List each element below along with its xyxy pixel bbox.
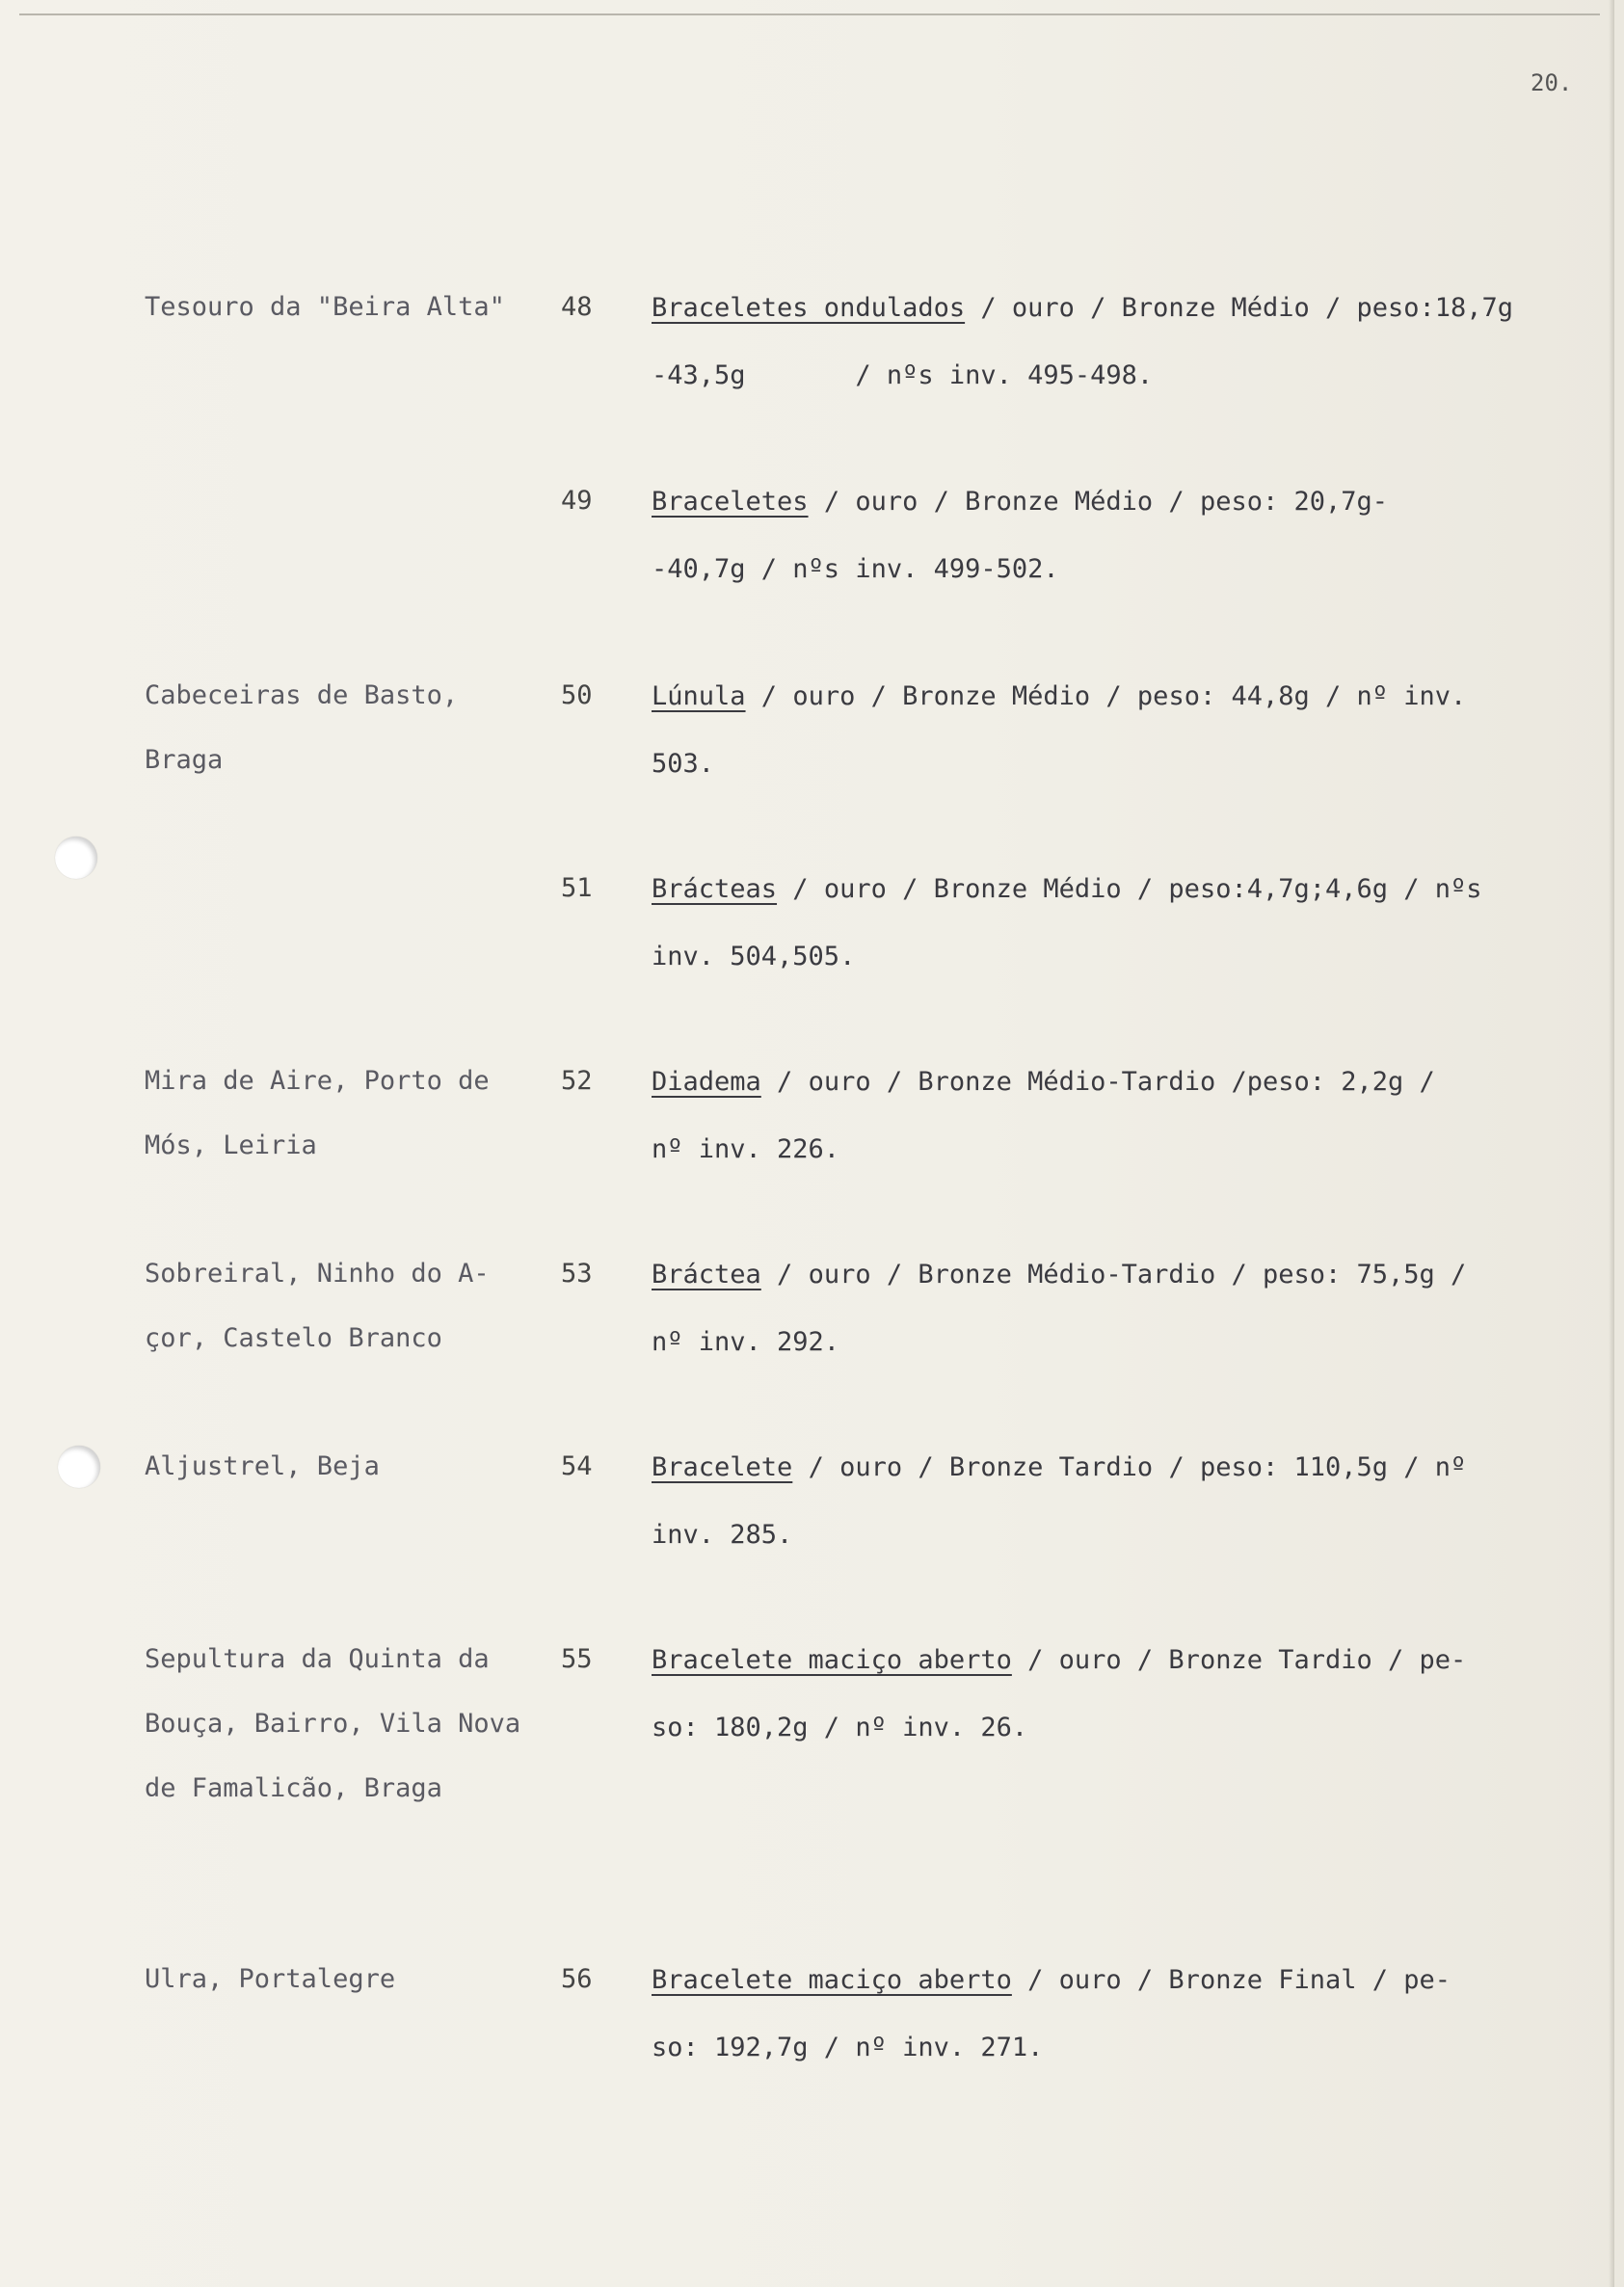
entry-item-name: Braceletes	[652, 487, 809, 517]
entry-number: 52	[561, 1066, 593, 1096]
entry-location: Aljustrel, Beja	[145, 1451, 380, 1481]
entry-details-line2: so: 180,2g / nº inv. 26.	[652, 1713, 1028, 1742]
entry-details-line2: -43,5g / nºs inv. 495-498.	[652, 360, 1154, 390]
entry-number: 54	[561, 1451, 593, 1481]
entry-location: Sepultura da Quinta da Bouça, Bairro, Vila Nova de Famalicão, Braga	[145, 1644, 521, 1803]
entry-details: / ouro / Bronze Final / pe-	[1011, 1965, 1451, 1995]
entry-details-line2: nº inv. 292.	[652, 1327, 840, 1357]
entry-description	[652, 468, 1538, 603]
entry-description	[652, 1049, 1538, 1183]
entry-details: / ouro / Bronze Médio-Tardio /peso: 2,2g /	[760, 1067, 1435, 1097]
entry-location: Tesouro da "Beira Alta"	[145, 292, 505, 322]
page-edge-shadow	[1609, 0, 1614, 2287]
page-number: 20.	[1531, 69, 1573, 96]
entry-item-name: Bráctea	[652, 1260, 761, 1290]
entry-details-line2: -40,7g / nºs inv. 499-502.	[652, 554, 1059, 584]
entry-number: 55	[561, 1644, 593, 1674]
top-edge-line	[19, 13, 1600, 15]
entry-details: / ouro / Bronze Tardio / peso: 110,5g / nº	[792, 1452, 1467, 1482]
entry-description	[652, 1627, 1538, 1762]
entry-number: 49	[561, 486, 593, 516]
entry-details-line2: 503.	[652, 749, 715, 779]
entry-details: / ouro / Bronze Médio / peso:18,7g	[965, 293, 1514, 323]
entry-details-line2: inv. 285.	[652, 1520, 793, 1550]
entry-item-name: Bracelete	[652, 1452, 793, 1482]
punch-hole	[55, 837, 97, 879]
entry-location: Mira de Aire, Porto de Mós, Leiria	[145, 1066, 490, 1160]
entry-location: Ulra, Portalegre	[145, 1964, 396, 1994]
punch-hole	[58, 1446, 100, 1488]
entry-details: / ouro / Bronze Médio / peso: 20,7g-	[808, 487, 1389, 517]
entry-number: 53	[561, 1259, 593, 1289]
entry-details: / ouro / Bronze Médio-Tardio / peso: 75,5g /	[760, 1260, 1467, 1290]
entry-description	[652, 1241, 1538, 1376]
entry-details-line2: nº inv. 226.	[652, 1134, 840, 1164]
entry-item-name: Lúnula	[652, 681, 746, 711]
entry-description	[652, 1434, 1538, 1569]
entry-details: / ouro / Bronze Médio / peso: 44,8g / nº inv.	[745, 681, 1467, 711]
entry-item-name: Bracelete maciço aberto	[652, 1965, 1012, 1995]
entry-location: Cabeceiras de Basto, Braga	[145, 680, 459, 775]
entry-description	[652, 663, 1538, 798]
entry-number: 48	[561, 292, 593, 322]
entry-number: 50	[561, 680, 593, 710]
entry-item-name: Diadema	[652, 1067, 761, 1097]
entry-item-name: Braceletes ondulados	[652, 293, 966, 323]
entry-number: 51	[561, 873, 593, 903]
entry-description	[652, 1947, 1538, 2082]
entry-description	[652, 856, 1538, 991]
entry-details: / ouro / Bronze Tardio / pe-	[1011, 1645, 1467, 1675]
entry-location: Sobreiral, Ninho do A- çor, Castelo Branco	[145, 1259, 490, 1353]
entry-description	[652, 275, 1538, 410]
entry-number: 56	[561, 1964, 593, 1994]
entry-item-name: Bracelete maciço aberto	[652, 1645, 1012, 1675]
entry-details-line2: so: 192,7g / nº inv. 271.	[652, 2033, 1044, 2062]
entry-details: / ouro / Bronze Médio / peso:4,7g;4,6g / nºs	[777, 874, 1482, 904]
entry-item-name: Brácteas	[652, 874, 778, 904]
entry-details-line2: inv. 504,505.	[652, 942, 856, 971]
